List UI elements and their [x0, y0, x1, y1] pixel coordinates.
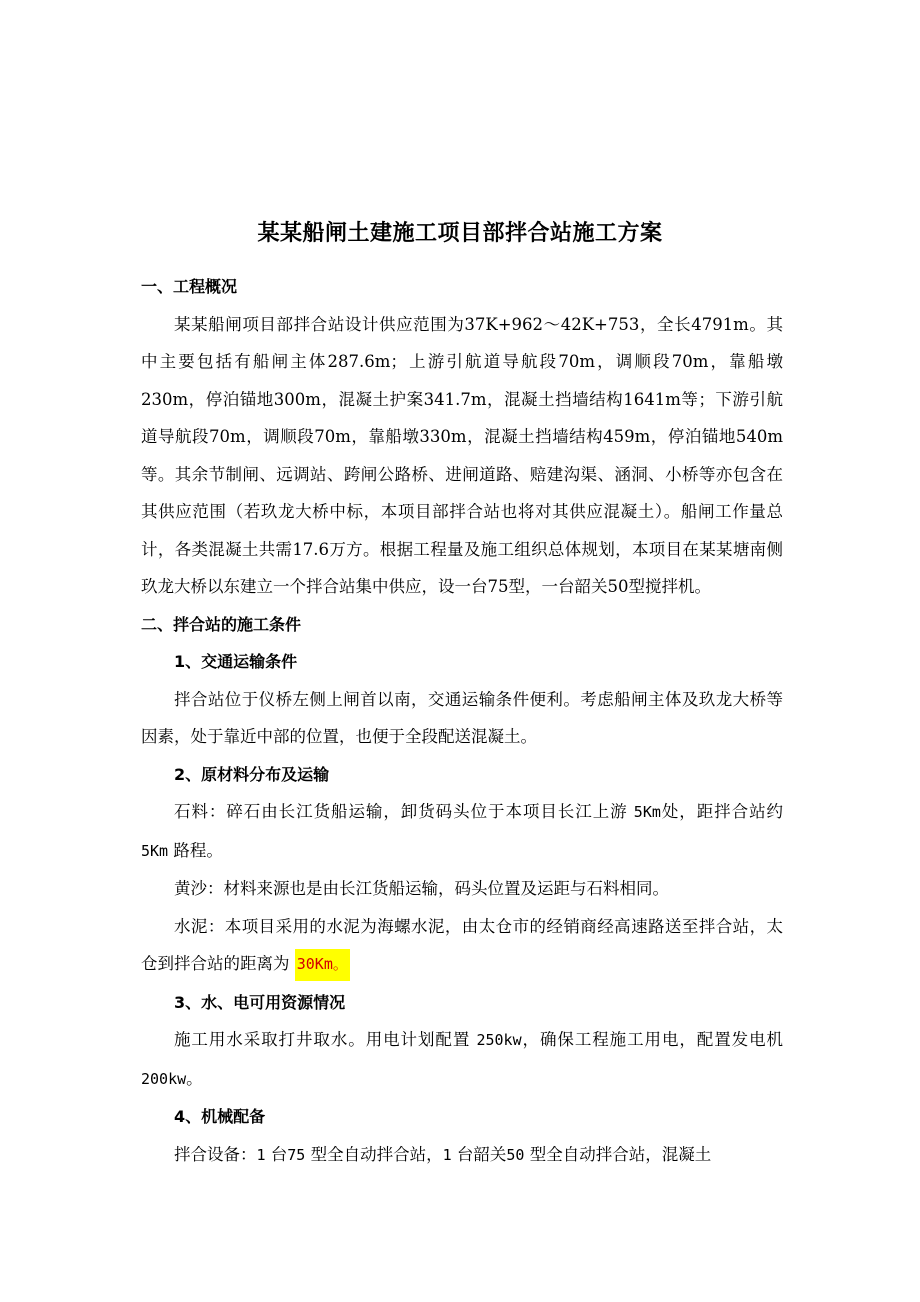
- equipment-count-2: 1: [442, 1145, 452, 1164]
- subsection-1-heading: 1、交通运输条件: [174, 652, 298, 671]
- equipment-count-1: 1: [256, 1145, 266, 1164]
- utilities-text-2: ，确保工程施工用电，配置发电机: [521, 1030, 784, 1049]
- utilities-text-1: 施工用水采取打井取水。用电计划配置: [174, 1030, 471, 1049]
- stone-text-1: 石料：碎石由长江货船运输，卸货码头位于本项目长江上游: [174, 802, 628, 821]
- stone-text-3: 路程。: [173, 840, 223, 860]
- equipment-paragraph: [141, 1136, 783, 1175]
- equipment-text-4: 台韶关: [456, 1144, 507, 1164]
- subsection-4-heading: 4、机械配备: [174, 1107, 266, 1126]
- generator-capacity: 200kw: [141, 1069, 187, 1088]
- equipment-text-2: 台: [270, 1144, 288, 1164]
- section-1-heading: 一、工程概况: [141, 277, 238, 296]
- document-title: 某某船闸土建施工项目部拌合站施工方案: [257, 221, 663, 246]
- stone-paragraph: [141, 793, 783, 870]
- document-body: [141, 268, 783, 1174]
- utilities-text-3: 。: [186, 1068, 203, 1088]
- section-1-paragraph: 某某船闸项目部拌合站设计供应范围为37K+962～42K+753，全长4791m。其中主要包括有船闸主体287.6m；上游引航道导航段70m，调顺段70m，靠船墩230m，停泊锚地300m，混凝土护案341.7m，混凝土挡墙结构1641m等；下游引航道导航段70m，调顺段70m，靠船墩330m，混凝土挡墙结构459m，停泊锚地540m等。其余节制闸、远调站、跨闸公路桥、进闸道路、赔建沟渠、涵洞、小桥等亦包含在其供应范围（若玖龙大桥中标，本项目部拌合站也将对其供应混凝土）。船闸工作量总计，各类混凝土共需17.6万方。根据工程量及施工组织总体规划，本项目在某某塘南侧玖龙大桥以东建立一个拌合站集中供应，设一台75型，一台韶关50型搅拌机。: [141, 314, 783, 596]
- equipment-type-75: 75: [287, 1145, 306, 1164]
- utilities-paragraph: [141, 1021, 783, 1098]
- stone-text-2: 处，距拌合站约: [660, 802, 784, 821]
- sand-paragraph: 黄沙：材料来源也是由长江货船运输，码头位置及运距与石料相同。: [174, 879, 669, 898]
- cement-text: 水泥：本项目采用的水泥为海螺水泥，由太仓市的经销商经高速路送至拌合站，太仓到拌合站的距离为: [141, 916, 783, 973]
- equipment-text-3: 型全自动拌合站，: [310, 1144, 443, 1164]
- cement-paragraph: [141, 908, 783, 984]
- equipment-text-1: 拌合设备：: [174, 1144, 257, 1164]
- subsection-2-heading: 2、原材料分布及运输: [174, 764, 330, 784]
- traffic-paragraph: 拌合站位于仪桥左侧上闸首以南，交通运输条件便利。考虑船闸主体及玖龙大桥等因素，处于靠近中部的位置，也便于全段配送混凝土。: [141, 689, 783, 746]
- stone-distance-2: 5Km: [141, 841, 169, 860]
- equipment-text-5: 型全自动拌合站，混凝土: [529, 1144, 712, 1164]
- highlighted-distance: 30Km。: [295, 949, 350, 981]
- power-capacity: 250kw: [476, 1031, 522, 1049]
- section-2-heading: 二、拌合站的施工条件: [141, 614, 302, 634]
- stone-distance-1: 5Km: [633, 803, 661, 821]
- equipment-type-50: 50: [506, 1145, 525, 1164]
- subsection-3-heading: 3、水、电可用资源情况: [174, 992, 346, 1012]
